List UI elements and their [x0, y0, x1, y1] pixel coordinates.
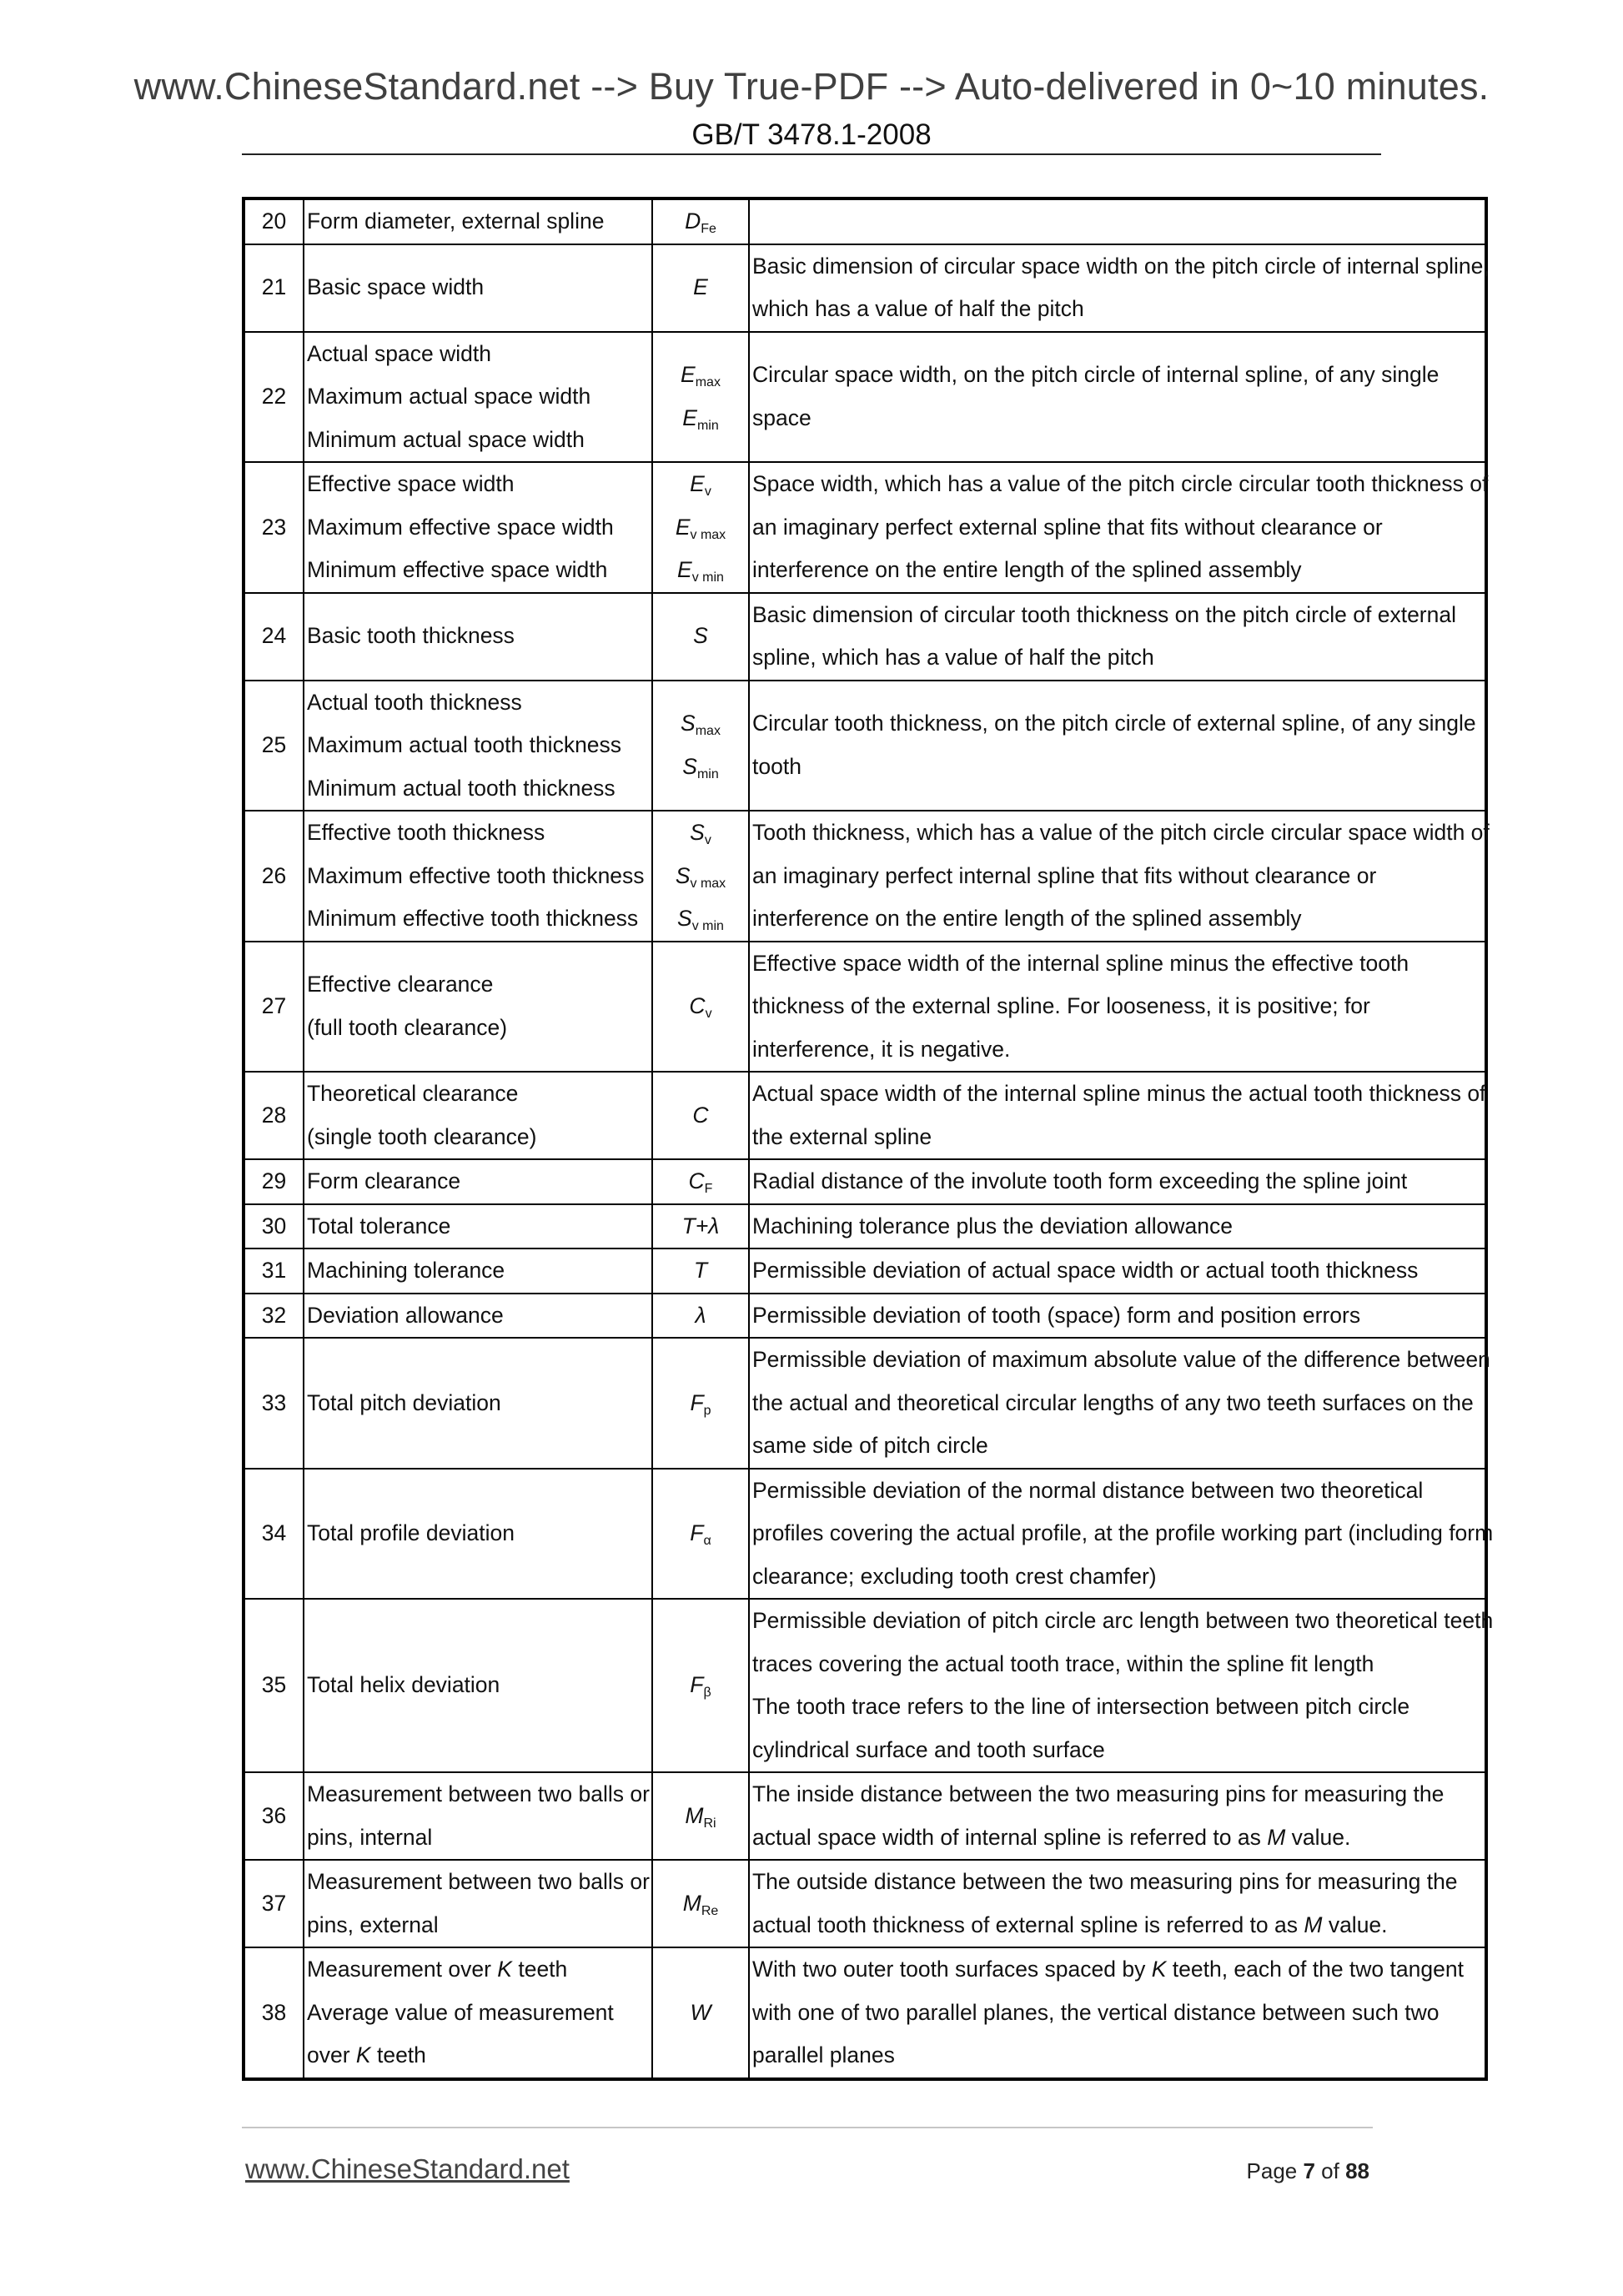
table-row [244, 1338, 1486, 1469]
symbol-subscript: p [703, 1403, 711, 1418]
definition-line: Circular space width, on the pitch circle of internal spline, of any single [752, 362, 1440, 388]
term-line: Total profile deviation [307, 1520, 515, 1545]
term-line: pins, internal [307, 1824, 433, 1850]
symbol [656, 354, 746, 397]
symbol-main: E [681, 362, 696, 388]
term-line: Actual tooth thickness [307, 689, 522, 715]
symbol-main: M [685, 1802, 704, 1828]
symbol-main: F [690, 1672, 704, 1698]
item-number: 23 [244, 462, 304, 593]
definition-cell [749, 681, 1486, 811]
symbol [656, 549, 746, 592]
item-number: 24 [244, 593, 304, 681]
symbol-subscript: Ri [703, 1816, 716, 1831]
definition-cell [749, 1947, 1486, 2079]
item-number: 30 [244, 1204, 304, 1249]
table-row [244, 1469, 1486, 1600]
definition-line: Tooth thickness, which has a value of the pitch circle circular space width of [752, 820, 1490, 845]
symbol-main: E [693, 274, 708, 300]
definition-cell [749, 332, 1486, 463]
table-row [244, 1248, 1486, 1294]
item-number: 38 [244, 1947, 304, 2079]
item-number: 28 [244, 1072, 304, 1159]
definition-line: The outside distance between the two measuring pins for measuring the [752, 1869, 1458, 1894]
symbol-subscript: max [695, 724, 721, 739]
term-cell [304, 462, 652, 593]
symbol-main: C [692, 1102, 709, 1128]
definition-line: Effective space width of the internal spline minus the effective tooth [752, 950, 1409, 976]
table-row [244, 1947, 1486, 2079]
term-line: pins, external [307, 1912, 439, 1937]
symbol [656, 1512, 746, 1555]
symbol-cell [652, 1772, 749, 1860]
definition-line: which has a value of half the pitch [752, 296, 1084, 321]
symbol [656, 1094, 746, 1138]
header-divider [242, 153, 1381, 155]
definition-cell [749, 593, 1486, 681]
symbol [656, 200, 746, 244]
symbol-main: S [681, 711, 696, 736]
table-row [244, 1860, 1486, 1947]
definition-line: tooth [752, 753, 801, 779]
table-row [244, 1072, 1486, 1159]
table-row [244, 332, 1486, 463]
term-line: Basic space width [307, 274, 485, 300]
definition-cell [749, 462, 1489, 593]
definition-line: interference on the entire length of the splined assembly [752, 557, 1302, 582]
term-cell [304, 1772, 652, 1860]
term-line: Minimum actual tooth thickness [307, 775, 616, 801]
definition-cell [749, 1294, 1486, 1339]
definition-line: profiles covering the actual profile, at the profile working part (including form [752, 1520, 1494, 1545]
symbol-cell [652, 1204, 749, 1249]
symbol-main: E [682, 404, 697, 430]
definition-line: Circular tooth thickness, on the pitch circle of external spline, of any single [752, 711, 1476, 736]
term-cell [304, 1860, 652, 1947]
definition-line: interference, it is negative. [752, 1036, 1011, 1062]
definition-cell [749, 1204, 1486, 1249]
definition-line: The inside distance between the two measuring pins for measuring the [752, 1781, 1445, 1806]
definition-cell [749, 1248, 1486, 1294]
definition-cell [749, 244, 1490, 332]
definition-cell [749, 811, 1490, 942]
definition-line: traces covering the actual tooth trace, within the spline fit length [752, 1650, 1374, 1676]
term-line: Form clearance [307, 1168, 461, 1193]
symbol-cell [652, 811, 749, 942]
term-cell [304, 1599, 652, 1772]
definition-line: The tooth trace refers to the line of intersection between pitch circle [752, 1694, 1410, 1719]
term-line: Maximum effective space width [307, 514, 614, 540]
definition-line: Basic dimension of circular tooth thickness on the pitch circle of external [752, 601, 1456, 627]
symbol-cell [652, 593, 749, 681]
symbol [656, 1249, 746, 1293]
definition-line: Actual space width of the internal spline minus the actual tooth thickness of [752, 1081, 1486, 1106]
symbol-main: M [682, 1890, 701, 1916]
symbol [656, 1294, 746, 1338]
symbol [656, 811, 746, 855]
symbol [656, 746, 746, 789]
table-row [244, 198, 1486, 244]
symbol-main: C [689, 993, 706, 1018]
definition-line: With two outer tooth surfaces spaced by K teeth, each of the two tangent [752, 1957, 1464, 1982]
term-cell [304, 1294, 652, 1339]
symbol-subscript: β [703, 1686, 711, 1701]
symbol-subscript: v min [691, 919, 724, 933]
symbol-main: T [693, 1258, 708, 1283]
symbol-main: E [677, 557, 692, 582]
definition-cell [749, 1338, 1490, 1469]
definition-line: same side of pitch circle [752, 1433, 988, 1458]
item-number: 22 [244, 332, 304, 463]
table-row [244, 681, 1486, 811]
symbol-subscript: min [696, 766, 719, 781]
term-line: Measurement between two balls or [307, 1869, 650, 1894]
term-line: Theoretical clearance [307, 1081, 519, 1106]
table-row [244, 462, 1486, 593]
item-number: 29 [244, 1159, 304, 1204]
term-cell [304, 1947, 652, 2079]
definition-line: Permissible deviation of maximum absolute value of the difference between [752, 1347, 1490, 1372]
item-number: 21 [244, 244, 304, 332]
symbol [656, 897, 746, 941]
definition-line: thickness of the external spline. For looseness, it is positive; for [752, 993, 1370, 1018]
symbol [656, 1882, 746, 1926]
item-number: 36 [244, 1772, 304, 1860]
symbol [656, 702, 746, 746]
definition-line: the actual and theoretical circular lengths of any two teeth surfaces on the [752, 1389, 1474, 1415]
symbol-cell [652, 332, 749, 463]
symbol-cell [652, 1947, 749, 2079]
symbol-cell [652, 1159, 749, 1204]
definition-line: parallel planes [752, 2042, 895, 2067]
definition-line: Permissible deviation of tooth (space) form and position errors [752, 1302, 1361, 1328]
term-cell [304, 332, 652, 463]
definition-line: space [752, 404, 812, 430]
symbol-main: T+λ [681, 1213, 720, 1238]
term-line: Minimum actual space width [307, 426, 585, 452]
item-number: 37 [244, 1860, 304, 1947]
definition-line: Permissible deviation of the normal distance between two theoretical [752, 1477, 1424, 1503]
definition-line: cylindrical surface and tooth surface [752, 1736, 1105, 1762]
definition-line: spline, which has a value of half the pitch [752, 645, 1154, 670]
page-prefix: Page [1246, 2158, 1304, 2183]
symbol-subscript: Fe [701, 222, 716, 236]
term-cell [304, 1159, 652, 1204]
definition-cell [749, 1159, 1486, 1204]
symbol-cell [652, 942, 749, 1073]
symbol-main: λ [695, 1302, 706, 1328]
symbol [656, 1664, 746, 1707]
term-cell [304, 681, 652, 811]
definition-cell [749, 1599, 1494, 1772]
terms-table [242, 197, 1494, 2081]
symbol-subscript: max [695, 375, 721, 390]
term-line: Actual space width [307, 340, 491, 366]
definition-cell [749, 1772, 1486, 1860]
term-line: (full tooth clearance) [307, 1014, 508, 1040]
table-row [244, 1599, 1486, 1772]
definition-line: Space width, which has a value of the pitch circle circular tooth thickness of [752, 471, 1489, 496]
table-row [244, 1772, 1486, 1860]
term-cell [304, 1469, 652, 1600]
symbol [656, 985, 746, 1028]
table-row [244, 593, 1486, 681]
standard-id: GB/T 3478.1-2008 [691, 118, 932, 151]
symbol-main: F [690, 1389, 704, 1415]
definition-cell [749, 1072, 1486, 1159]
symbol-main: E [675, 514, 691, 540]
symbol-main: E [690, 471, 705, 496]
symbol-main: D [685, 208, 701, 234]
definition-line: actual space width of internal spline is referred to as M value. [752, 1824, 1351, 1850]
term-line: over K teeth [307, 2042, 426, 2067]
page-total: 88 [1345, 2158, 1369, 2183]
definition-line: Permissible deviation of pitch circle arc length between two theoretical teeth [752, 1608, 1494, 1633]
definition-cell [749, 1860, 1486, 1947]
item-number: 26 [244, 811, 304, 942]
footer-divider [242, 2127, 1373, 2128]
term-line: Measurement over K teeth [307, 1957, 568, 1982]
symbol-subscript: Re [701, 1903, 719, 1918]
symbol-subscript: v max [690, 876, 726, 891]
item-number: 31 [244, 1248, 304, 1294]
term-line: Effective clearance [307, 972, 494, 997]
definition-line: Basic dimension of circular space width on the pitch circle of internal spline, [752, 253, 1490, 279]
definition-line [752, 200, 1482, 244]
item-number: 33 [244, 1338, 304, 1469]
term-cell [304, 942, 652, 1073]
symbol-subscript: min [696, 418, 719, 433]
symbol [656, 266, 746, 309]
symbol-main: S [690, 820, 705, 845]
item-number: 32 [244, 1294, 304, 1339]
definition-line: with one of two parallel planes, the vertical distance between such two [752, 1999, 1440, 2025]
symbol-cell [652, 198, 749, 244]
definition-line: interference on the entire length of the splined assembly [752, 906, 1302, 931]
symbol-cell [652, 244, 749, 332]
term-line: Total helix deviation [307, 1672, 500, 1698]
symbol-cell [652, 1294, 749, 1339]
symbol-subscript: v max [690, 527, 726, 542]
definition-line: an imaginary perfect internal spline that fits without clearance or [752, 862, 1377, 888]
term-line: Maximum effective tooth thickness [307, 862, 645, 888]
definition-line: an imaginary perfect external spline that fits without clearance or [752, 514, 1383, 540]
item-number: 35 [244, 1599, 304, 1772]
term-line: Total tolerance [307, 1213, 451, 1238]
symbol [656, 1795, 746, 1838]
symbol-subscript: v [705, 1007, 712, 1021]
definition-line: Radial distance of the involute tooth form exceeding the spline joint [752, 1168, 1408, 1193]
symbol-main: S [682, 753, 697, 779]
table-row [244, 244, 1486, 332]
table-row [244, 1204, 1486, 1249]
symbol-cell [652, 1338, 749, 1469]
symbol [656, 506, 746, 550]
definition-line: the external spline [752, 1123, 932, 1149]
term-line: Average value of measurement [307, 1999, 614, 2025]
table-row [244, 942, 1486, 1073]
term-line: Effective space width [307, 471, 515, 496]
table-row [244, 811, 1486, 942]
term-cell [304, 1204, 652, 1249]
term-line: Deviation allowance [307, 1302, 504, 1328]
symbol-subscript: v min [691, 570, 724, 585]
term-cell [304, 1248, 652, 1294]
term-line: Effective tooth thickness [307, 820, 545, 845]
definition-line: Permissible deviation of actual space width or actual tooth thickness [752, 1258, 1419, 1283]
symbol-cell [652, 1599, 749, 1772]
symbol-cell [652, 1860, 749, 1947]
table-row [244, 1159, 1486, 1204]
term-line: Maximum actual tooth thickness [307, 732, 622, 757]
definition-cell [749, 942, 1486, 1073]
symbol-cell [652, 462, 749, 593]
symbol [656, 1205, 746, 1248]
term-cell [304, 244, 652, 332]
symbol-subscript: v [704, 833, 711, 847]
symbol [656, 1382, 746, 1425]
definition-line: actual tooth thickness of external spline is referred to as M value. [752, 1912, 1388, 1937]
top-banner[interactable]: www.ChineseStandard.net --> Buy True-PDF --> Auto-delivered in 0~10 minutes. [133, 65, 1490, 108]
symbol-main: S [693, 623, 708, 649]
definition-cell [749, 1469, 1494, 1600]
symbol [656, 1160, 746, 1203]
symbol-cell [652, 1469, 749, 1600]
table-row [244, 1294, 1486, 1339]
symbol-subscript: F [704, 1182, 713, 1196]
term-cell [304, 1072, 652, 1159]
symbol-cell [652, 1248, 749, 1294]
page-current: 7 [1303, 2158, 1315, 2183]
symbol [656, 855, 746, 898]
definition-line: clearance; excluding tooth crest chamfer) [752, 1563, 1157, 1589]
term-line: Maximum actual space width [307, 384, 591, 409]
symbol [656, 463, 746, 506]
page-indicator [1247, 2158, 1369, 2184]
term-line: (single tooth clearance) [307, 1123, 537, 1149]
item-number: 20 [244, 198, 304, 244]
term-cell [304, 811, 652, 942]
item-number: 34 [244, 1469, 304, 1600]
terms-table-body [244, 198, 1494, 2079]
term-cell [304, 1338, 652, 1469]
symbol-main: S [677, 906, 692, 931]
symbol-cell [652, 1072, 749, 1159]
term-line: Measurement between two balls or [307, 1781, 650, 1806]
symbol-subscript: α [703, 1534, 711, 1548]
definition-cell [749, 198, 1486, 244]
symbol [656, 397, 746, 440]
term-line: Basic tooth thickness [307, 623, 515, 649]
symbol-subscript: v [704, 485, 711, 499]
footer-site-link[interactable]: www.ChineseStandard.net [245, 2153, 570, 2184]
item-number: 27 [244, 942, 304, 1073]
item-number: 25 [244, 681, 304, 811]
symbol-cell [652, 681, 749, 811]
definition-line: Machining tolerance plus the deviation allowance [752, 1213, 1233, 1238]
page-of: of [1314, 2158, 1346, 2183]
symbol-main: F [690, 1520, 704, 1545]
term-cell [304, 593, 652, 681]
symbol [656, 1992, 746, 2035]
term-line: Minimum effective tooth thickness [307, 906, 639, 931]
symbol [656, 615, 746, 658]
symbol-main: W [690, 1999, 711, 2025]
term-line: Total pitch deviation [307, 1389, 501, 1415]
symbol-main: C [688, 1168, 705, 1193]
symbol-main: S [675, 862, 691, 888]
term-line: Machining tolerance [307, 1258, 505, 1283]
term-line: Minimum effective space width [307, 557, 608, 582]
term-cell [304, 198, 652, 244]
term-line: Form diameter, external spline [307, 208, 605, 234]
